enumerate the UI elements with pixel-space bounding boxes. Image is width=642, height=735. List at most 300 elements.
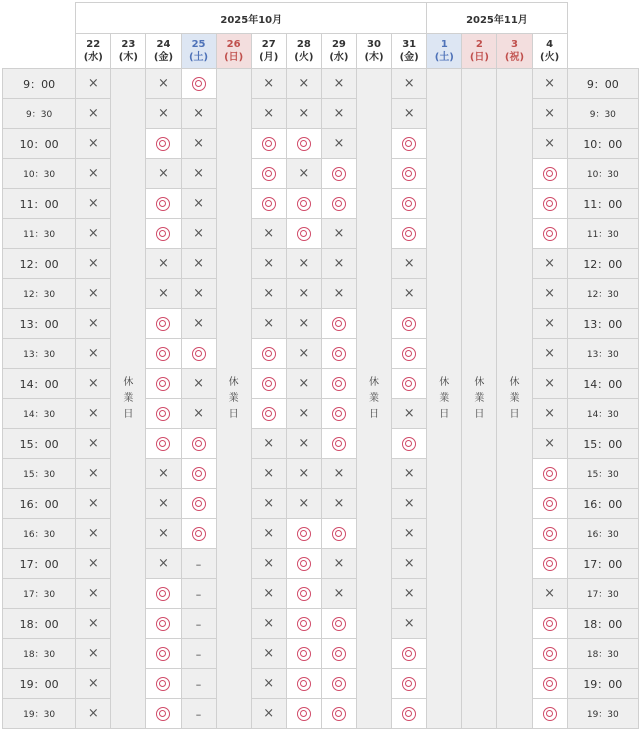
cross-icon: × (263, 466, 275, 481)
closed-label-char: 日 (369, 408, 380, 420)
cross-icon: × (263, 586, 275, 601)
double-circle-icon (332, 197, 346, 211)
cross-icon: × (403, 406, 415, 421)
double-circle-icon (262, 197, 276, 211)
cross-icon: × (403, 496, 415, 511)
cross-icon: × (263, 526, 275, 541)
available-slot[interactable] (146, 189, 181, 219)
day-number: 25 (191, 39, 206, 50)
available-slot[interactable] (321, 699, 356, 729)
closed-label-char: 業 (474, 392, 485, 404)
unavailable-slot (392, 99, 427, 129)
day-header-12 (497, 34, 532, 69)
unavailable-slot (76, 459, 111, 489)
double-circle-icon (297, 557, 311, 571)
cross-icon: × (544, 316, 556, 331)
cross-icon: × (87, 436, 99, 451)
unavailable-slot (251, 639, 286, 669)
available-slot[interactable] (181, 339, 216, 369)
available-slot[interactable] (251, 399, 286, 429)
available-slot[interactable] (146, 129, 181, 159)
day-header-0 (76, 34, 111, 69)
day-header-13 (532, 34, 567, 69)
time-label-left: 11：00 (3, 189, 76, 219)
unavailable-slot (76, 519, 111, 549)
available-slot[interactable] (286, 189, 321, 219)
unavailable-slot (392, 279, 427, 309)
double-circle-icon (297, 587, 311, 601)
unavailable-slot (76, 219, 111, 249)
day-number: 4 (546, 39, 554, 50)
available-slot[interactable] (146, 219, 181, 249)
available-slot[interactable] (181, 459, 216, 489)
available-slot[interactable] (181, 429, 216, 459)
day-number: 24 (156, 39, 171, 50)
day-number: 2 (475, 39, 483, 50)
unavailable-slot (76, 189, 111, 219)
cross-icon: × (158, 526, 169, 541)
available-slot[interactable] (286, 519, 321, 549)
unavailable-slot (251, 519, 286, 549)
closed-label-char: 休 (123, 376, 134, 388)
cross-icon: × (193, 226, 204, 241)
cross-icon: × (333, 586, 345, 601)
unavailable-slot (146, 519, 181, 549)
day-number: 3 (511, 39, 518, 50)
available-slot[interactable] (321, 639, 356, 669)
available-slot[interactable] (321, 519, 356, 549)
unavailable-slot (76, 249, 111, 279)
double-circle-icon (262, 407, 276, 421)
time-label-left: 12：00 (3, 249, 76, 279)
unavailable-slot (76, 579, 111, 609)
day-of-week: (金) (399, 52, 419, 63)
available-slot[interactable] (286, 219, 321, 249)
cross-icon: × (263, 496, 275, 511)
unavailable-slot (76, 609, 111, 639)
double-circle-icon (543, 497, 557, 511)
available-slot[interactable] (392, 159, 427, 189)
double-circle-icon (332, 617, 346, 631)
time-label-left: 19：30 (3, 699, 76, 729)
unavailable-slot (251, 99, 286, 129)
available-slot[interactable] (532, 519, 567, 549)
available-slot[interactable] (321, 309, 356, 339)
cross-icon: × (403, 76, 415, 91)
closed-label-char: 業 (228, 392, 239, 404)
available-slot[interactable] (321, 429, 356, 459)
cross-icon: × (403, 256, 415, 271)
day-header-4 (216, 34, 251, 69)
day-of-week: (月) (259, 52, 279, 63)
available-slot[interactable] (392, 189, 427, 219)
cross-icon: × (263, 256, 275, 271)
dash-icon: – (195, 647, 202, 661)
unavailable-slot (532, 279, 567, 309)
cross-icon: × (158, 166, 169, 181)
available-slot[interactable] (321, 399, 356, 429)
cross-icon: × (403, 556, 415, 571)
closed-day-cell (216, 69, 251, 729)
unavailable-slot (392, 549, 427, 579)
cross-icon: × (193, 196, 204, 211)
no-slot (181, 549, 216, 579)
cross-icon: × (87, 466, 99, 481)
available-slot[interactable] (286, 579, 321, 609)
closed-label-char: 日 (509, 408, 520, 420)
cross-icon: × (544, 106, 556, 121)
cross-icon: × (263, 556, 275, 571)
unavailable-slot (251, 699, 286, 729)
time-label-left: 9：00 (3, 69, 76, 99)
double-circle-icon (332, 317, 346, 331)
double-circle-icon (543, 707, 557, 721)
unavailable-slot (76, 369, 111, 399)
unavailable-slot (251, 69, 286, 99)
unavailable-slot (392, 489, 427, 519)
cross-icon: × (87, 646, 99, 661)
time-label-right: 16：00 (567, 489, 638, 519)
available-slot[interactable] (532, 699, 567, 729)
closed-label-char: 業 (509, 392, 520, 404)
day-of-week: (火) (294, 52, 314, 63)
no-slot (181, 579, 216, 609)
available-slot[interactable] (146, 609, 181, 639)
double-circle-icon (192, 497, 206, 511)
unavailable-slot (286, 69, 321, 99)
time-slot-row (3, 69, 639, 99)
double-circle-icon (543, 557, 557, 571)
time-slot-row (3, 399, 639, 429)
double-circle-icon (543, 647, 557, 661)
no-slot (181, 609, 216, 639)
available-slot[interactable] (532, 489, 567, 519)
double-circle-icon (156, 347, 170, 361)
unavailable-slot (286, 459, 321, 489)
available-slot[interactable] (286, 639, 321, 669)
unavailable-slot (321, 279, 356, 309)
double-circle-icon (156, 377, 170, 391)
available-slot[interactable] (286, 699, 321, 729)
unavailable-slot (181, 189, 216, 219)
available-slot[interactable] (251, 369, 286, 399)
available-slot[interactable] (532, 669, 567, 699)
available-slot[interactable] (146, 339, 181, 369)
available-slot[interactable] (392, 309, 427, 339)
unavailable-slot (76, 279, 111, 309)
unavailable-slot (286, 399, 321, 429)
cross-icon: × (333, 466, 345, 481)
available-slot[interactable] (321, 669, 356, 699)
cross-icon: × (298, 376, 310, 391)
time-label-right: 9：30 (567, 99, 638, 129)
double-circle-icon (156, 647, 170, 661)
time-label-right: 17：00 (567, 549, 638, 579)
day-number: 26 (226, 39, 241, 50)
cross-icon: × (298, 436, 310, 451)
time-label-left: 11：30 (3, 219, 76, 249)
cross-icon: × (193, 286, 204, 301)
double-circle-icon (332, 347, 346, 361)
unavailable-slot (76, 549, 111, 579)
available-slot[interactable] (392, 639, 427, 669)
time-label-left: 14：30 (3, 399, 76, 429)
cross-icon: × (263, 646, 275, 661)
time-label-right: 19：00 (567, 669, 638, 699)
available-slot[interactable] (392, 369, 427, 399)
cross-icon: × (87, 676, 99, 691)
available-slot[interactable] (392, 699, 427, 729)
double-circle-icon (297, 707, 311, 721)
day-header-6 (286, 34, 321, 69)
available-slot[interactable] (286, 669, 321, 699)
cross-icon: × (544, 136, 556, 151)
cross-icon: × (298, 406, 310, 421)
available-slot[interactable] (532, 219, 567, 249)
available-slot[interactable] (286, 609, 321, 639)
unavailable-slot (286, 159, 321, 189)
available-slot[interactable] (321, 189, 356, 219)
available-slot[interactable] (251, 189, 286, 219)
available-slot[interactable] (146, 369, 181, 399)
available-slot[interactable] (392, 669, 427, 699)
double-circle-icon (297, 677, 311, 691)
day-of-week: (金) (153, 52, 174, 63)
cross-icon: × (87, 616, 99, 631)
day-of-week: (土) (188, 52, 209, 63)
unavailable-slot (251, 549, 286, 579)
double-circle-icon (543, 677, 557, 691)
time-slot-row (3, 159, 639, 189)
time-label-right: 16：30 (567, 519, 638, 549)
double-circle-icon (297, 527, 311, 541)
time-slot-row (3, 639, 639, 669)
time-label-left: 10：00 (3, 129, 76, 159)
double-circle-icon (192, 347, 206, 361)
double-circle-icon (332, 167, 346, 181)
closed-label-char: 業 (369, 392, 380, 404)
time-slot-row (3, 669, 639, 699)
double-circle-icon (402, 167, 416, 181)
day-header-3 (181, 34, 216, 69)
available-slot[interactable] (321, 609, 356, 639)
cross-icon: × (263, 316, 275, 331)
time-label-right: 18：00 (567, 609, 638, 639)
available-slot[interactable] (251, 159, 286, 189)
cross-icon: × (263, 676, 275, 691)
double-circle-icon (262, 347, 276, 361)
day-number: 22 (86, 39, 101, 50)
available-slot[interactable] (532, 159, 567, 189)
unavailable-slot (321, 549, 356, 579)
cross-icon: × (544, 436, 556, 451)
unavailable-slot (392, 609, 427, 639)
time-slot-row (3, 549, 639, 579)
cross-icon: × (87, 556, 99, 571)
day-of-week: (祝) (504, 52, 525, 63)
available-slot[interactable] (146, 699, 181, 729)
unavailable-slot (321, 219, 356, 249)
time-label-right: 10：00 (567, 129, 638, 159)
time-slot-row (3, 99, 639, 129)
available-slot[interactable] (532, 189, 567, 219)
unavailable-slot (76, 699, 111, 729)
unavailable-slot (532, 129, 567, 159)
available-slot[interactable] (392, 129, 427, 159)
double-circle-icon (156, 317, 170, 331)
unavailable-slot (532, 399, 567, 429)
available-slot[interactable] (392, 429, 427, 459)
available-slot[interactable] (286, 549, 321, 579)
cross-icon: × (158, 76, 169, 91)
time-label-left: 16：30 (3, 519, 76, 549)
double-circle-icon (332, 527, 346, 541)
available-slot[interactable] (321, 159, 356, 189)
available-slot[interactable] (251, 339, 286, 369)
double-circle-icon (156, 707, 170, 721)
cross-icon: × (298, 286, 310, 301)
cross-icon: × (263, 286, 275, 301)
unavailable-slot (532, 339, 567, 369)
cross-icon: × (403, 526, 415, 541)
time-label-left: 9：30 (3, 99, 76, 129)
time-label-left: 17：30 (3, 579, 76, 609)
cross-icon: × (403, 106, 415, 121)
available-slot[interactable] (321, 369, 356, 399)
double-circle-icon (332, 677, 346, 691)
available-slot[interactable] (181, 489, 216, 519)
available-slot[interactable] (181, 69, 216, 99)
time-label-right: 12：00 (567, 249, 638, 279)
unavailable-slot (181, 279, 216, 309)
available-slot[interactable] (181, 519, 216, 549)
time-slot-row (3, 129, 639, 159)
unavailable-slot (532, 99, 567, 129)
unavailable-slot (181, 99, 216, 129)
time-label-left: 17：00 (3, 549, 76, 579)
cross-icon: × (87, 316, 99, 331)
time-slot-row (3, 489, 639, 519)
unavailable-slot (392, 519, 427, 549)
available-slot[interactable] (146, 639, 181, 669)
time-slot-row (3, 429, 639, 459)
cross-icon: × (544, 406, 556, 421)
time-slot-row (3, 609, 639, 639)
time-label-left: 15：00 (3, 429, 76, 459)
unavailable-slot (181, 249, 216, 279)
closed-label-char: 休 (509, 376, 520, 388)
available-slot[interactable] (532, 639, 567, 669)
cross-icon: × (87, 226, 99, 241)
available-slot[interactable] (532, 549, 567, 579)
available-slot[interactable] (146, 669, 181, 699)
time-slot-row (3, 339, 639, 369)
double-circle-icon (402, 437, 416, 451)
dash-icon: – (195, 677, 202, 691)
time-label-right: 14：00 (567, 369, 638, 399)
cross-icon: × (544, 256, 556, 271)
unavailable-slot (321, 459, 356, 489)
day-of-week: (木) (364, 52, 384, 63)
closed-day-cell (111, 69, 146, 729)
day-header-10 (427, 34, 462, 69)
month-header-october: 2025年10月 (76, 3, 427, 34)
unavailable-slot (181, 309, 216, 339)
unavailable-slot (76, 669, 111, 699)
available-slot[interactable] (392, 219, 427, 249)
cross-icon: × (298, 106, 310, 121)
unavailable-slot (251, 309, 286, 339)
day-header-9 (392, 34, 427, 69)
unavailable-slot (76, 399, 111, 429)
unavailable-slot (532, 309, 567, 339)
cross-icon: × (333, 136, 345, 151)
available-slot[interactable] (321, 339, 356, 369)
cross-icon: × (298, 316, 310, 331)
double-circle-icon (192, 437, 206, 451)
day-of-week: (木) (118, 52, 138, 63)
available-slot[interactable] (146, 429, 181, 459)
closed-day-cell (427, 69, 462, 729)
unavailable-slot (76, 159, 111, 189)
cross-icon: × (158, 286, 169, 301)
time-slot-row (3, 249, 639, 279)
available-slot[interactable] (146, 399, 181, 429)
available-slot[interactable] (532, 459, 567, 489)
available-slot[interactable] (532, 609, 567, 639)
unavailable-slot (251, 249, 286, 279)
cross-icon: × (263, 616, 275, 631)
available-slot[interactable] (286, 129, 321, 159)
day-number: 1 (440, 39, 448, 50)
unavailable-slot (251, 489, 286, 519)
cross-icon: × (158, 256, 169, 271)
cross-icon: × (193, 316, 204, 331)
reservation-schedule-table (2, 2, 639, 729)
cross-icon: × (403, 586, 415, 601)
day-number: 30 (367, 39, 381, 50)
double-circle-icon (332, 407, 346, 421)
time-label-right: 10：30 (567, 159, 638, 189)
cross-icon: × (298, 496, 310, 511)
double-circle-icon (402, 647, 416, 661)
cross-icon: × (333, 286, 345, 301)
day-number: 23 (121, 39, 136, 50)
time-slot-row (3, 459, 639, 489)
cross-icon: × (544, 346, 556, 361)
unavailable-slot (286, 99, 321, 129)
day-number: 27 (261, 39, 276, 50)
available-slot[interactable] (392, 339, 427, 369)
available-slot[interactable] (146, 579, 181, 609)
time-label-left: 14：00 (3, 369, 76, 399)
time-label-left: 19：00 (3, 669, 76, 699)
double-circle-icon (192, 77, 206, 91)
time-label-right: 11：30 (567, 219, 638, 249)
available-slot[interactable] (251, 129, 286, 159)
day-of-week: (水) (83, 52, 103, 63)
cross-icon: × (403, 466, 415, 481)
double-circle-icon (402, 227, 416, 241)
double-circle-icon (297, 227, 311, 241)
available-slot[interactable] (146, 309, 181, 339)
cross-icon: × (87, 706, 99, 721)
cross-icon: × (87, 196, 99, 211)
cross-icon: × (87, 166, 99, 181)
time-label-right: 13：30 (567, 339, 638, 369)
cross-icon: × (158, 496, 169, 511)
double-circle-icon (262, 377, 276, 391)
